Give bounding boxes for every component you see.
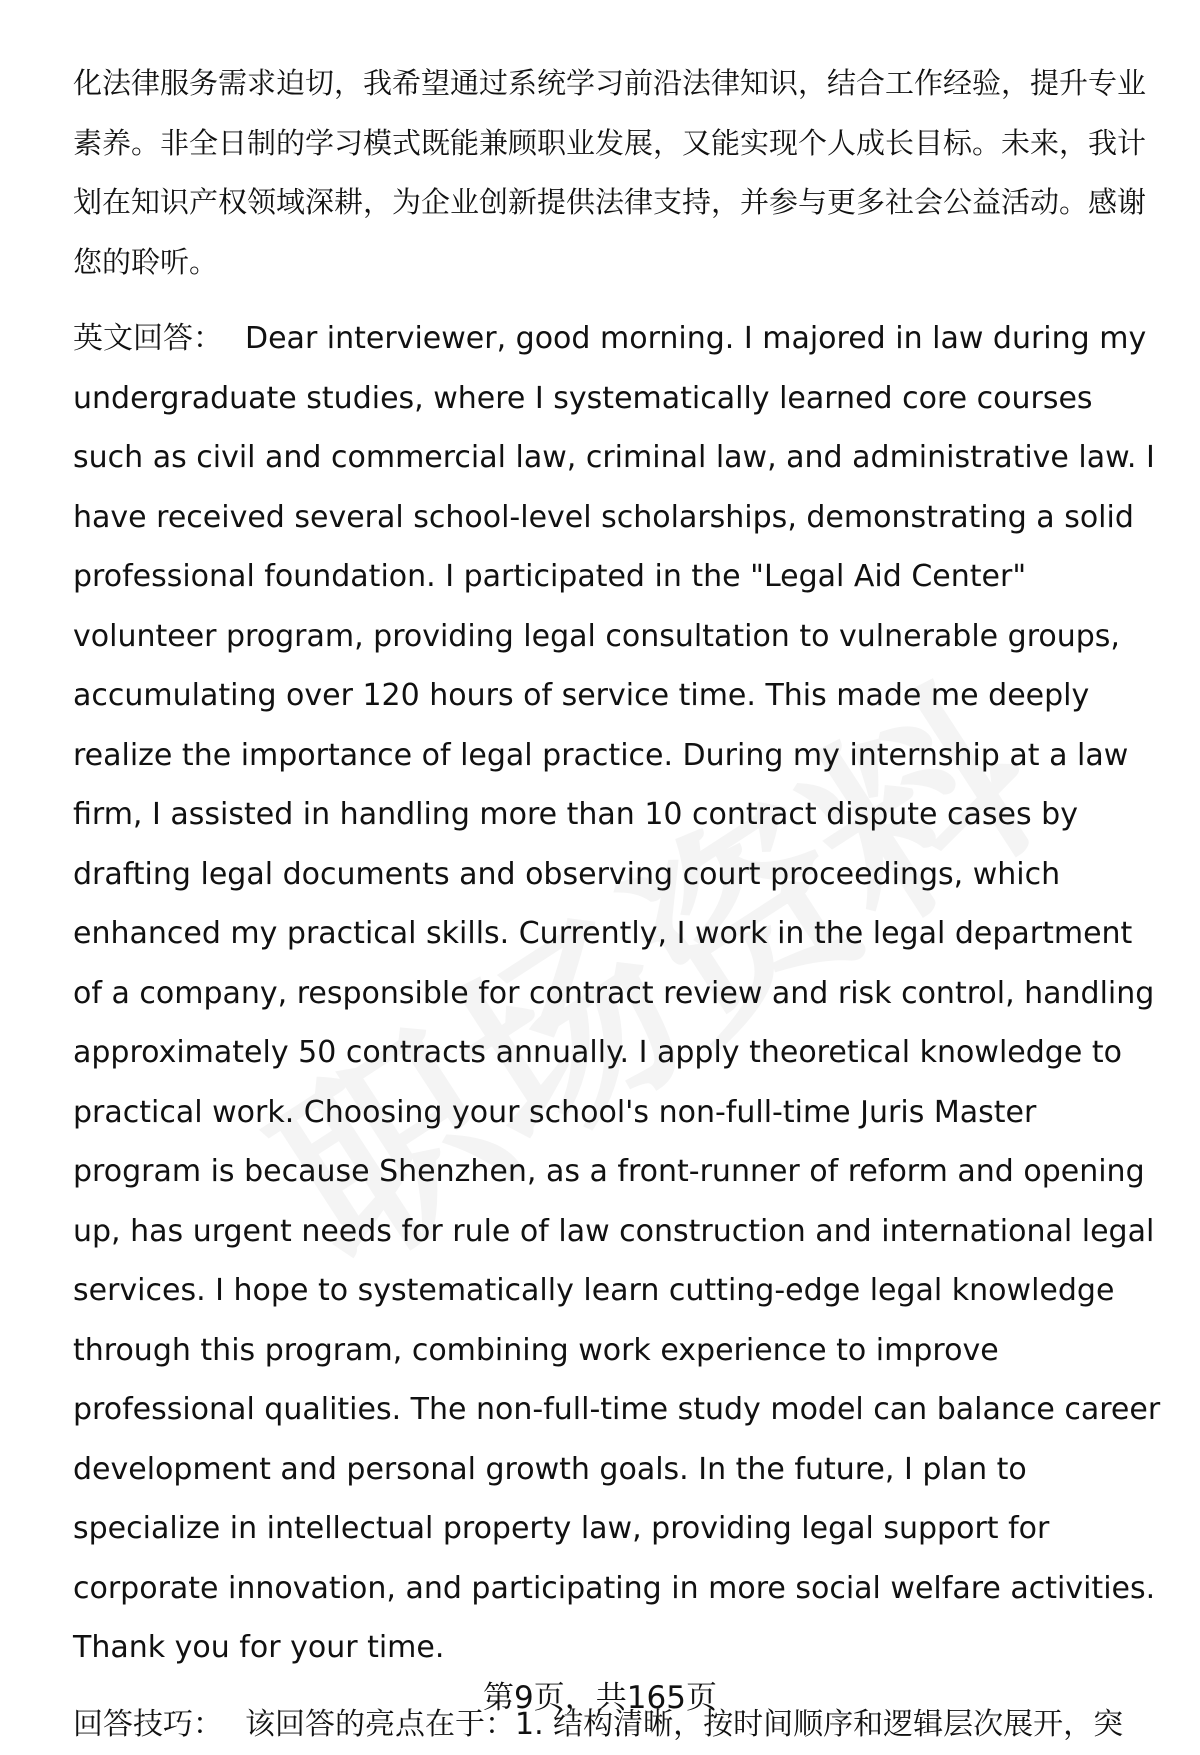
page-number-footer: 第9页，共165页	[483, 1680, 717, 1716]
answer-tips-text: 该回答的亮点在于：1. 结构清晰，按时间顺序和逻辑层次展开，突	[245, 1706, 1124, 1742]
document-body	[73, 54, 1165, 1754]
answer-tips-label: 回答技巧：	[73, 1706, 223, 1742]
english-answer-paragraph	[73, 309, 1165, 1678]
english-answer-label: 英文回答：	[73, 321, 223, 356]
chinese-answer-continuation: 化法律服务需求迫切，我希望通过系统学习前沿法律知识，结合工作经验，提升专业素养。非全日制的学习模式既能兼顾职业发展，又能实现个人成长目标。未来，我计划在知识产权领域深耕，为企业创新提供法律支持，并参与更多社会公益活动。感谢您的聆听。	[73, 66, 1147, 279]
english-answer-text: Dear interviewer, good morning. I majored in law during my undergraduate studies, where I systematically learned core courses such as civil and commercial law, criminal law, and administrative law. I have received several school-level scholarships, demonstrating a solid professional foundation. I participated in the "Legal Aid Center" volunteer program, providing legal consultation to vulnerable groups, accumulating over 120 hours of service time. This made me deeply realize the importance of legal practice. During my internship at a law firm, I assisted in handling more than 10 contract dispute cases by drafting legal documents and observing court proceedings, which enhanced my practical skills. Currently, I work in the legal department of a company, responsible for contract review and risk control, handling approximately 50 contracts annually. I apply theoretical knowledge to practical work. Choosing your school's non-full-time Juris Master program is because Shenzhen, as a front-runner of reform and opening up, has urgent needs for rule of law construction and international legal services. I hope to systematically learn cutting-edge legal knowledge through this program, combining work experience to improve professional qualities. The non-full-time study model can balance career development and personal growth goals. In the future, I plan to specialize in intellectual property law, providing legal support for corporate innovation, and participating in more social welfare activities. Thank you for your time.	[73, 321, 1161, 1665]
